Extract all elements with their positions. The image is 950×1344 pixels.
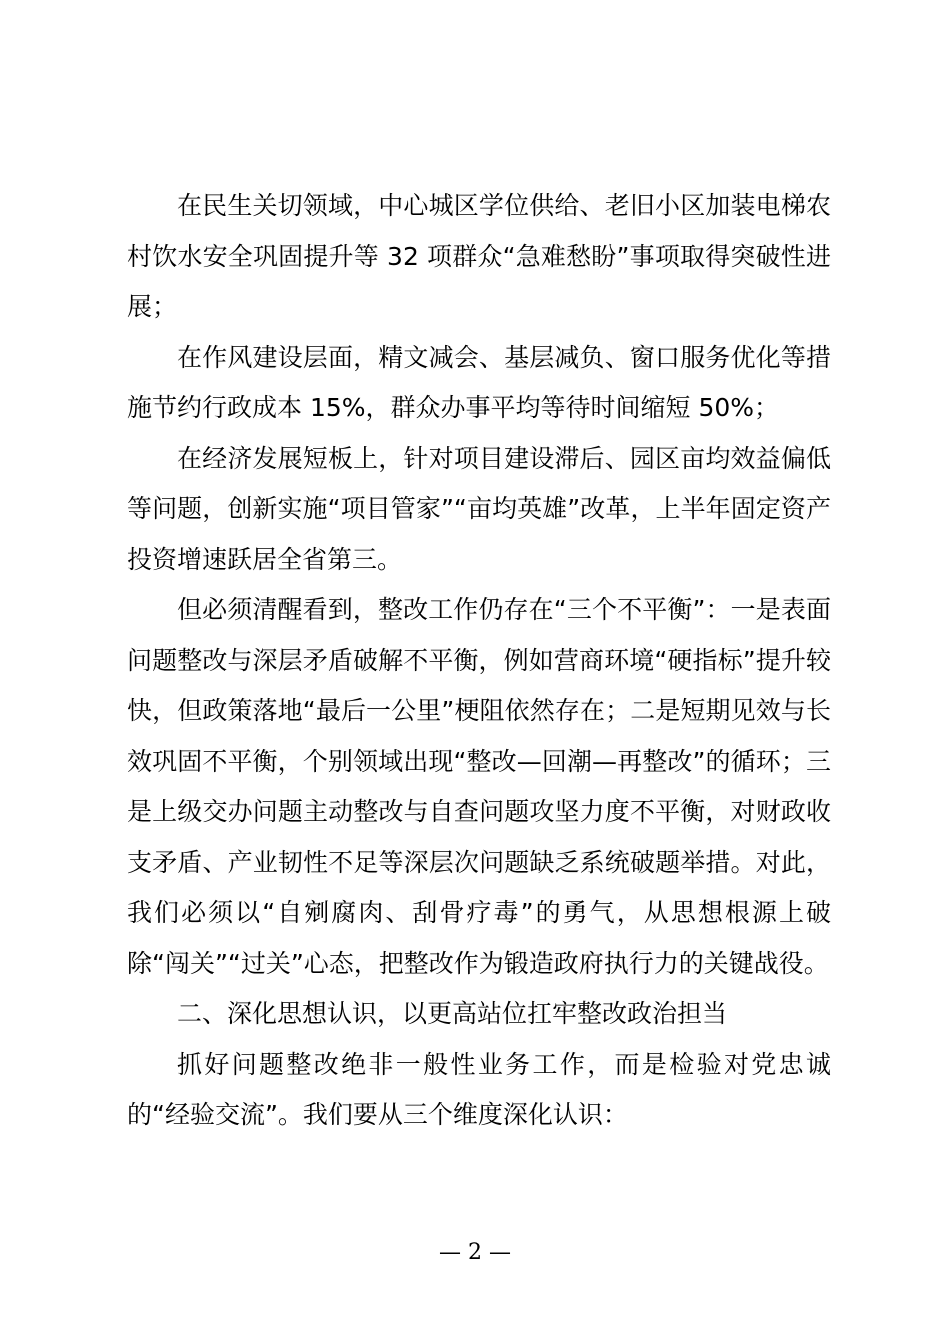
section-heading-two: 二、深化思想认识，以更高站位扛牢整改政治担当 — [177, 999, 728, 1028]
document-body — [127, 181, 831, 1141]
paragraph-economy: 在经济发展短板上，针对项目建设滞后、园区亩均效益偏低等问题，创新实施“项目管家”“亩均英雄”改革，上半年固定资产投资增速跃居全省第三。 — [127, 443, 831, 574]
paragraph-three-imbalances: 但必须清醒看到，整改工作仍存在“三个不平衡”：一是表面问题整改与深层矛盾破解不平衡，例如营商环境“硬指标”提升较快，但政策落地“最后一公里”梗阻依然存在；二是短期见效与长效巩固不平衡，个别领域出现“整改—回潮—再整改”的循环；三是上级交办问题主动整改与自查问题攻坚力度不平衡，对财政收支矛盾、产业韧性不足等深层次问题缺乏系统破题举措。对此，我们必须以“自剜腐肉、刮骨疗毒”的勇气，从思想根源上破除“闯关”“过关”心态，把整改作为锻造政府执行力的关键战役。 — [127, 595, 831, 978]
paragraph-livelihood: 在民生关切领域，中心城区学位供给、老旧小区加装电梯农村饮水安全巩固提升等 32 项群众“急难愁盼”事项取得突破性进展； — [127, 191, 831, 321]
paragraph-rectification: 抓好问题整改绝非一般性业务工作，而是检验对党忠诚的“经验交流”。我们要从三个维度深化认识： — [127, 1049, 831, 1129]
page-number: — 2 — — [439, 1240, 511, 1265]
paragraph-work-style: 在作风建设层面，精文减会、基层减负、窗口服务优化等措施节约行政成本 15%，群众办事平均等待时间缩短 50%； — [127, 342, 831, 422]
